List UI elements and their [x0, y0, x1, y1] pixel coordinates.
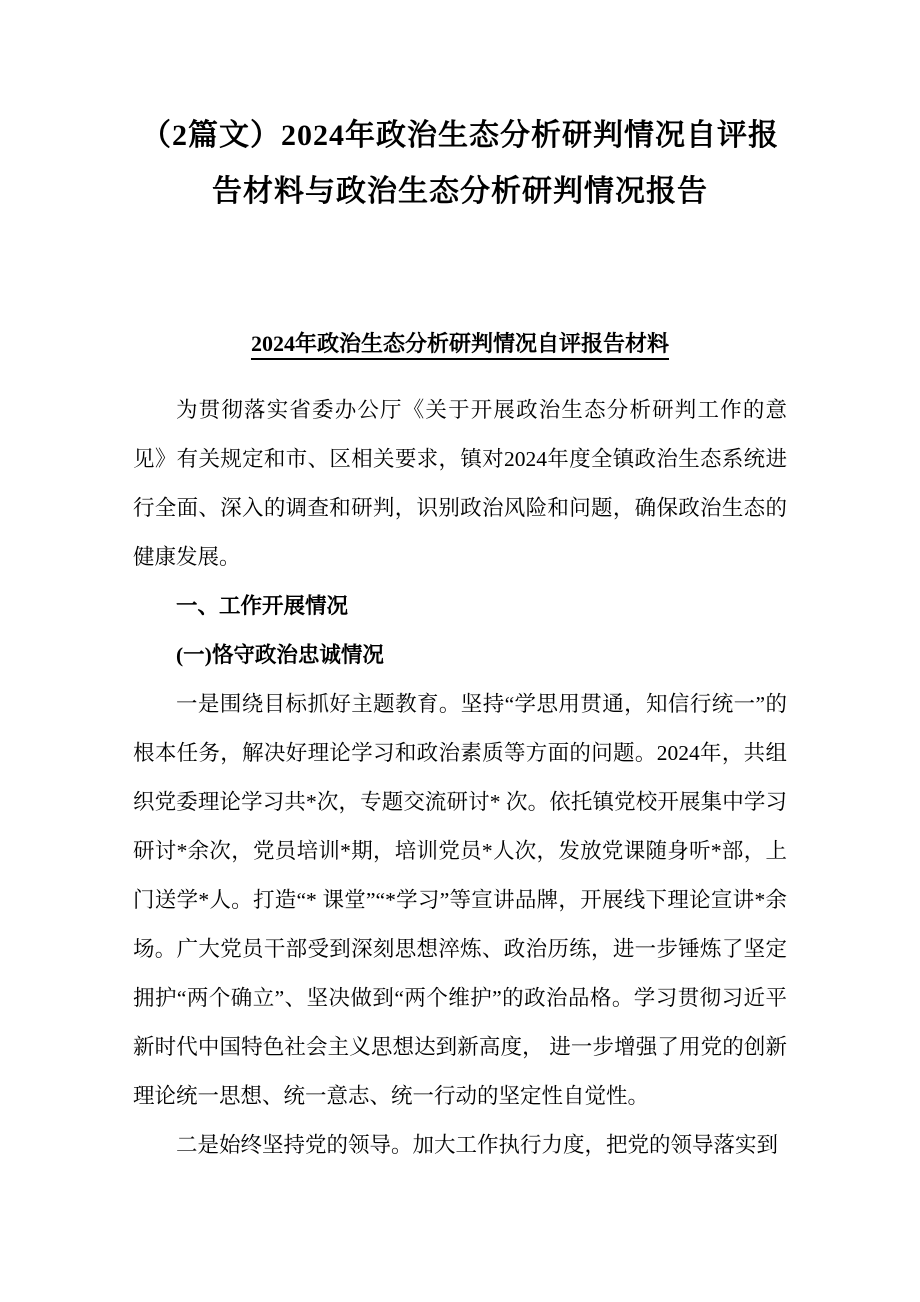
document-title: （2篇文）2024年政治生态分析研判情况自评报告材料与政治生态分析研判情况报告 [141, 119, 779, 208]
heading-work-progress: 一、工作开展情况 [176, 593, 349, 618]
intro-paragraph: 为贯彻落实省委办公厅《关于开展政治生态分析研判工作的意见》有关规定和市、区相关要求，镇对2024年度全镇政治生态系统进行全面、深入的调查和研判，识别政治风险和问题，确保政治生态的健康发展。 [133, 397, 787, 569]
body-paragraph-theme-education: 一是围绕目标抓好主题教育。坚持“学思用贯通，知信行统一”的根本任务，解决好理论学习和政治素质等方面的问题。2024年，共组织党委理论学习共*次，专题交流研讨* 次。依托镇党校开展集中学习研讨*余次，党员培训*期，培训党员*人次，发放党课随身听*部，上门送学*人。打造“* 课堂”“*学习”等宣讲品牌，开展线下理论宣讲*余场。广大党员干部受到深刻思想淬炼、政治历练，进一步锤炼了坚定拥护“两个确立”、坚决做到“两个维护”的政治品格。学习贯彻习近平新时代中国特色社会主义思想达到新高度， 进一步增强了用党的创新理论统一思想、统一意志、统一行动的坚定性自觉性。 [133, 691, 787, 1108]
document-body [133, 386, 787, 1170]
section-subtitle: 2024年政治生态分析研判情况自评报告材料 [250, 331, 669, 356]
heading-political-loyalty: (一)恪守政治忠诚情况 [176, 642, 384, 667]
body-paragraph-party-leadership: 二是始终坚持党的领导。加大工作执行力度，把党的领导落实到 [176, 1132, 779, 1157]
